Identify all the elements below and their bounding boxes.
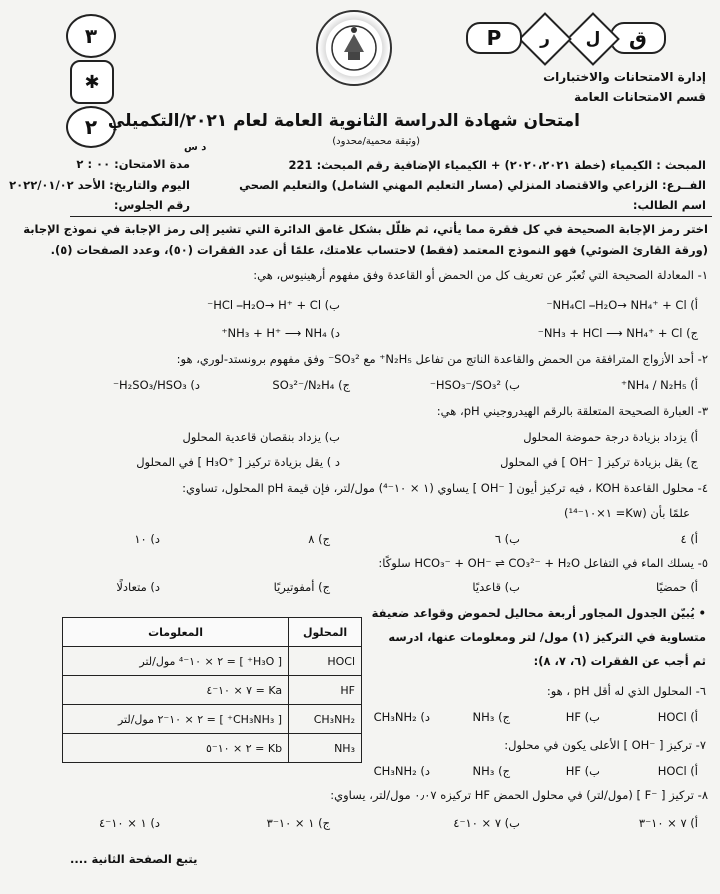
page-number-circle: ٣ <box>66 14 116 58</box>
q8-option-c[interactable]: ج) ١ × ١٠⁻٣ <box>266 816 330 830</box>
document-note: (وثيقة محمية/محدود) <box>332 136 420 147</box>
header-divider <box>70 216 712 217</box>
q5-option-d[interactable]: د) متعادلًا <box>116 580 160 594</box>
continue-footer: يتبع الصفحة الثانية .... <box>70 852 198 866</box>
exam-date: اليوم والتاريخ: الأحد ٢٠٢٢/٠١/٠٢ <box>9 178 190 192</box>
table-cell: NH₃ <box>289 734 362 763</box>
q4-option-a[interactable]: أ) ٤ <box>680 532 698 546</box>
q7-option-b[interactable]: ب) HF <box>565 764 600 778</box>
q8-option-d[interactable]: د) ١ × ١٠⁻٤ <box>98 816 160 830</box>
ministry-emblem-icon <box>316 10 392 86</box>
q5-option-b[interactable]: ب) قاعديًا <box>472 580 520 594</box>
solutions-table <box>62 617 362 763</box>
code-tile: ق <box>610 22 666 54</box>
table-row <box>63 734 362 763</box>
q3-option-b[interactable]: ب) يزداد بنقصان قاعدية المحلول <box>182 430 340 444</box>
q2-option-a[interactable]: أ) NH₄ / N₂H₅⁺ <box>621 378 698 392</box>
instructions-line: (ورقة القارئ الضوئي) فهو النموذج المعتمد (فقط) لاحتساب علامتك، علمًا أن عدد الفقرات (٥٠)، وعدد الصفحات (٥). <box>50 243 708 257</box>
table-row <box>63 647 362 676</box>
table-cell: [ H₃O⁺ ] = ٢ × ١٠⁻⁴ مول/لتر <box>63 647 289 676</box>
code-diamond: ل <box>566 12 620 66</box>
table-intro: • يُبيّن الجدول المجاور أربعة محاليل لحموض وقواعد ضعيفة <box>371 606 706 620</box>
duration-units: د س <box>184 142 207 153</box>
subject-line: المبحث : الكيمياء (خطة ٢٠٢٠،٢٠٢١) + الكيمياء الإضافية رقم المبحث: 221 <box>288 158 706 172</box>
q6-option-c[interactable]: ج) NH₃ <box>472 710 510 724</box>
question-3: ٣- العبارة الصحيحة المتعلقة بالرقم الهيدروجيني pH، هي: <box>436 404 708 418</box>
q6-option-d[interactable]: د) CH₃NH₂ <box>373 710 430 724</box>
seat-number-label: رقم الجلوس: <box>113 198 190 212</box>
table-intro: ثم أجب عن الفقرات (٦، ٧، ٨): <box>533 654 706 668</box>
question-4: ٤- محلول القاعدة KOH ، فيه تركيز أيون [ ⁻OH ] يساوي (١ × ١٠⁻⁴) مول/لتر، فإن قيمة pH المحلول، تساوي: <box>182 481 708 495</box>
question-8: ٨- تركيز [ ⁻F ] (مول/لتر) في محلول الحمض HF تركيزه ٠٫٠٧ مول/لتر، يساوي: <box>330 788 708 802</box>
table-cell: HF <box>289 676 362 705</box>
q7-option-a[interactable]: أ) HOCl <box>657 764 698 778</box>
student-name-label: اسم الطالب: <box>632 198 706 212</box>
q7-option-d[interactable]: د) CH₃NH₂ <box>373 764 430 778</box>
table-cell: CH₃NH₂ <box>289 705 362 734</box>
instructions-line: اختر رمز الإجابة الصحيحة في كل فقرة مما يأتي، ثم ظلّل بشكل غامق الدائرة التي تشير إلى رمز الإجابة في نموذج الإجابة <box>23 222 708 236</box>
q8-option-a[interactable]: أ) ٧ × ١٠⁻٣ <box>638 816 698 830</box>
question-6: ٦- المحلول الذي له أقل pH ، هو: <box>546 684 706 698</box>
q4-option-d[interactable]: د) ١٠ <box>134 532 160 546</box>
table-intro: متساوية في التركيز (١) مول/ لتر ومعلومات عنها، ادرسه <box>388 630 706 644</box>
question-7: ٧- تركيز [ ⁻OH ] الأعلى يكون في محلول: <box>504 738 706 752</box>
exam-title: امتحان شهادة الدراسة الثانوية العامة لعام ٢٠٢١/التكميلي <box>107 111 580 131</box>
q4-option-c[interactable]: ج) ٨ <box>308 532 330 546</box>
q4-note: علمًا بأن (Kw= ١×١٠⁻¹⁴) <box>563 506 690 520</box>
q1-option-c[interactable]: ج) NH₃ + HCl ⟶ NH₄⁺ + Cl⁻ <box>537 326 698 340</box>
question-5: ٥- يسلك الماء في التفاعل HCO₃⁻ + OH⁻ ⇌ CO₃²⁻ + H₂O سلوكًا: <box>378 556 708 570</box>
table-cell: HOCl <box>289 647 362 676</box>
q1-option-d[interactable]: د) NH₃ + H⁺ ⟶ NH₄⁺ <box>221 326 340 340</box>
q6-option-a[interactable]: أ) HOCl <box>657 710 698 724</box>
table-cell: [ CH₃NH₃⁺ ] = ٢ × ١٠⁻٢ مول/لتر <box>63 705 289 734</box>
table-cell: Kb = ٢ × ١٠⁻٥ <box>63 734 289 763</box>
table-row <box>63 676 362 705</box>
q7-option-c[interactable]: ج) NH₃ <box>472 764 510 778</box>
q3-option-a[interactable]: أ) يزداد بزيادة درجة حموضة المحلول <box>523 430 698 444</box>
branch-line: الفــرع: الزراعي والاقتصاد المنزلي (مسار التعليم المهني الشامل) والتعليم الصحي <box>239 178 706 192</box>
question-2: ٢- أحد الأزواج المترافقة من الحمض والقاعدة الناتج من تفاعل N₂H₅⁺ مع SO₃²⁻ وفق مفهوم برونستد-لوري، هو: <box>176 352 708 366</box>
code-diamond: ر <box>518 12 572 66</box>
department-line: إدارة الامتحانات والاختبارات <box>543 70 706 84</box>
q1-option-b[interactable]: ب) HCl ⎯H₂O→ H⁺ + Cl⁻ <box>207 298 340 312</box>
section-line: قسم الامتحانات العامة <box>573 90 706 104</box>
q2-option-d[interactable]: د) H₂SO₃/HSO₃⁻ <box>112 378 200 392</box>
q2-option-b[interactable]: ب) HSO₃⁻/SO₃²⁻ <box>429 378 520 392</box>
q3-option-d[interactable]: د ) يقل بزيادة تركيز [ ⁺H₃O ] في المحلول <box>136 455 340 469</box>
question-1: ١- المعادلة الصحيحة التي تُعبّر عن تعريف كل من الحمض أو القاعدة وفق مفهوم أرهينيوس، هي: <box>253 268 708 282</box>
table-header: المعلومات <box>63 618 289 647</box>
q6-option-b[interactable]: ب) HF <box>565 710 600 724</box>
q8-option-b[interactable]: ب) ٧ × ١٠⁻٤ <box>453 816 520 830</box>
q4-option-b[interactable]: ب) ٦ <box>494 532 520 546</box>
table-row <box>63 705 362 734</box>
q5-option-c[interactable]: ج) أمفوتيريًا <box>273 580 330 594</box>
q3-option-c[interactable]: ج) يقل بزيادة تركيز [ ⁻OH ] في المحلول <box>500 455 698 469</box>
q2-option-c[interactable]: ج) SO₃²⁻/N₂H₄ <box>272 378 350 392</box>
q1-option-a[interactable]: أ) NH₄Cl ⎯H₂O→ NH₄⁺ + Cl⁻ <box>546 298 698 312</box>
table-cell: Ka = ٧ × ١٠⁻٤ <box>63 676 289 705</box>
q5-option-a[interactable]: أ) حمضيًا <box>655 580 698 594</box>
star-hexagon: ✱ <box>70 60 114 104</box>
version-circle: ٢ <box>66 106 116 148</box>
table-header: المحلول <box>289 618 362 647</box>
code-tile: P <box>466 22 522 54</box>
duration: مدة الامتحان: ٠٠ : ٢ <box>76 157 190 171</box>
